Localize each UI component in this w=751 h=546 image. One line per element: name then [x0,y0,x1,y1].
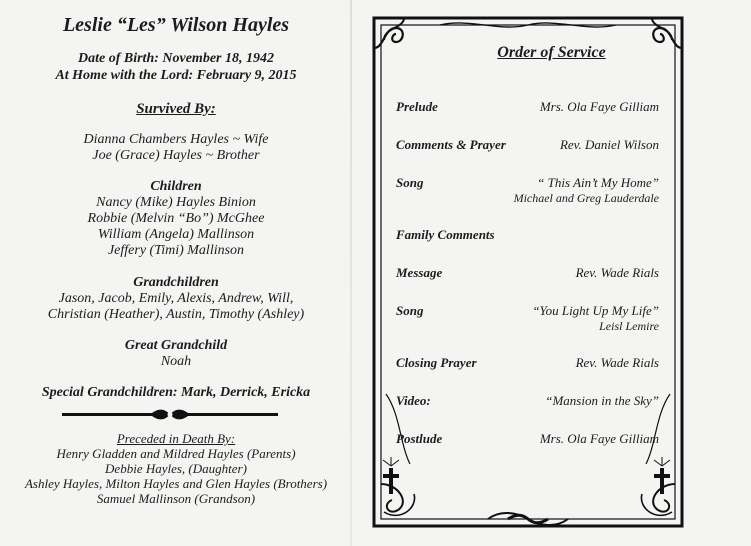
service-item-value: Rev. Wade Rials [575,265,659,280]
preceded-line: Ashley Hayles, Milton Hayles and Glen Hayles (Brothers) [24,476,328,491]
service-item-performer: Michael and Greg Lauderdale [513,191,659,205]
child-line: Nancy (Mike) Hayles Binion [96,195,256,210]
date-of-birth: Date of Birth: November 18, 1942 [78,51,274,66]
service-item-label: Postlude [396,431,443,446]
child-line: Robbie (Melvin “Bo”) McGhee [87,211,265,226]
survived-heading: Survived By: [136,101,216,117]
order-of-service-title: Order of Service [497,44,606,61]
deceased-name: Leslie “Les” Wilson Hayles [62,14,290,36]
service-item-value: Rev. Daniel Wilson [559,137,659,152]
service-item-value: “You Light Up My Life” [532,303,659,318]
service-item-value: Mrs. Ola Faye Gilliam [539,431,659,446]
preceded-line: Debbie Hayles, (Daughter) [105,461,247,476]
service-item-label: Song [396,303,424,318]
service-item-label: Message [396,265,443,280]
service-item-label: Family Comments [396,227,495,242]
survivor-line: Dianna Chambers Hayles ~ Wife [83,132,269,147]
service-item-value: Rev. Wade Rials [575,355,659,370]
special-grandchildren: Special Grandchildren: Mark, Derrick, Ericka [41,385,311,400]
scroll-divider-icon [62,408,278,420]
preceded-line: Henry Gladden and Mildred Hayles (Parents) [56,446,296,461]
child-line: William (Angela) Mallinson [97,227,255,242]
service-item-label: Video: [396,393,431,408]
child-line: Jeffery (Timi) Mallinson [107,243,245,258]
great-grandchild-heading: Great Grandchild [124,338,228,353]
service-item-label: Song [396,175,424,190]
service-item-value: “Mansion in the Sky” [545,393,659,408]
obituary-panel [0,0,352,546]
great-grandchild-name: Noah [160,354,192,369]
service-item-performer: Leisl Lemire [599,319,659,333]
grandchildren-heading: Grandchildren [133,275,219,290]
grandchildren-line: Christian (Heather), Austin, Timothy (Ashley) [47,307,305,322]
children-heading: Children [150,179,202,194]
service-item-value: “ This Ain’t My Home” [537,175,659,190]
service-item-label: Prelude [396,99,438,114]
service-item-label: Comments & Prayer [396,137,506,152]
service-item-value: Mrs. Ola Faye Gilliam [539,99,659,114]
date-of-passing: At Home with the Lord: February 9, 2015 [55,68,297,83]
preceded-line: Samuel Mallinson (Grandson) [96,491,256,506]
grandchildren-line: Jason, Jacob, Emily, Alexis, Andrew, Will, [58,291,294,306]
survivor-line: Joe (Grace) Hayles ~ Brother [92,148,260,163]
service-item-label: Closing Prayer [396,355,477,370]
preceded-heading: Preceded in Death By: [116,431,236,446]
